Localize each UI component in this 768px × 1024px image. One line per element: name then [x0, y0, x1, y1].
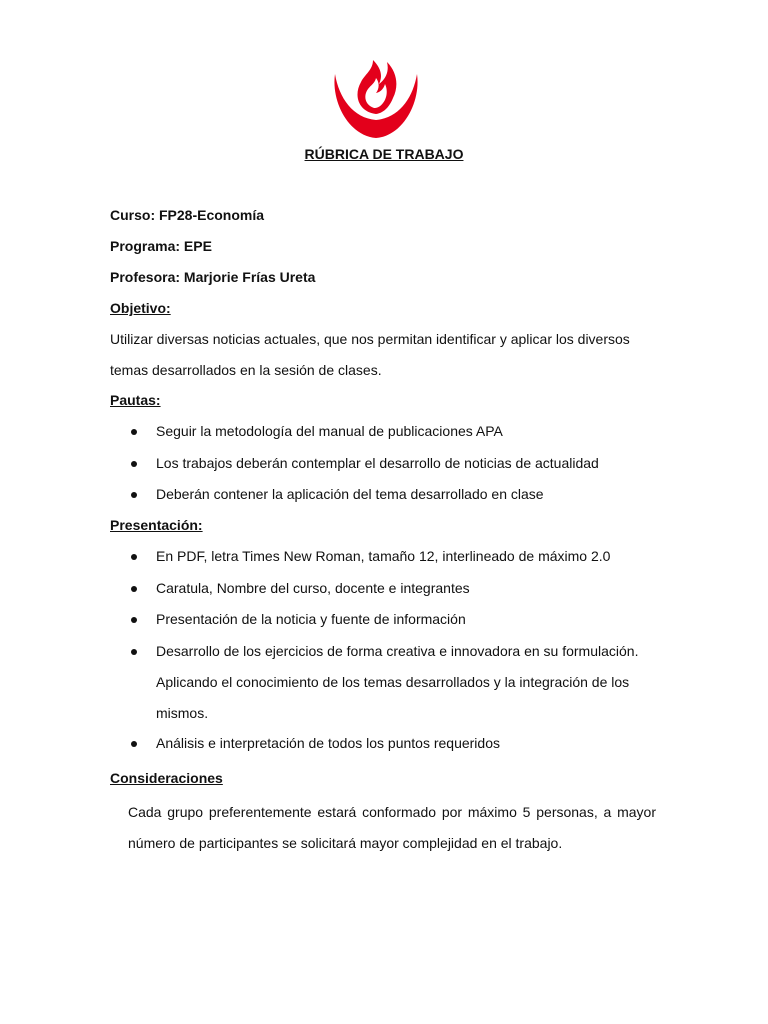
- presentacion-heading: Presentación:: [110, 517, 203, 533]
- presentacion-item-4-line-2: Aplicando el conocimiento de los temas desarrollados y la integración de los: [156, 674, 630, 690]
- bullet-icon: [131, 741, 137, 747]
- presentacion-item-3: Presentación de la noticia y fuente de información: [156, 611, 466, 627]
- bullet-icon: [131, 461, 137, 467]
- bullet-icon: [131, 429, 137, 435]
- page-title: RÚBRICA DE TRABAJO: [304, 146, 464, 162]
- bullet-icon: [131, 617, 137, 623]
- pautas-item-1: Seguir la metodología del manual de publicaciones APA: [156, 423, 503, 439]
- objetivo-text-line-1: Utilizar diversas noticias actuales, que nos permitan identificar y aplicar los diversos: [110, 331, 630, 347]
- upc-flame-logo: [329, 52, 423, 140]
- teacher-line: Profesora: Marjorie Frías Ureta: [110, 269, 316, 285]
- course-line: Curso: FP28-Economía: [110, 207, 265, 223]
- pautas-item-3: Deberán contener la aplicación del tema desarrollado en clase: [156, 486, 544, 502]
- pautas-item-2: Los trabajos deberán contemplar el desarrollo de noticias de actualidad: [156, 455, 599, 471]
- objetivo-text-line-2: temas desarrollados en la sesión de clases.: [110, 362, 382, 378]
- presentacion-item-2: Caratula, Nombre del curso, docente e integrantes: [156, 580, 470, 596]
- bullet-icon: [131, 554, 137, 560]
- bullet-icon: [131, 586, 137, 592]
- program-line: Programa: EPE: [110, 238, 212, 254]
- presentacion-item-4-line-3: mismos.: [156, 705, 209, 721]
- consideraciones-heading: Consideraciones: [110, 770, 223, 786]
- bullet-icon: [131, 492, 137, 498]
- objetivo-heading: Objetivo:: [110, 300, 171, 316]
- presentacion-item-4-line-1: Desarrollo de los ejercicios de forma creativa e innovadora en su formulación.: [156, 643, 639, 659]
- presentacion-item-1: En PDF, letra Times New Roman, tamaño 12, interlineado de máximo 2.0: [156, 548, 611, 564]
- presentacion-item-5: Análisis e interpretación de todos los puntos requeridos: [156, 735, 500, 751]
- consideraciones-text-line-1: Cada grupo preferentemente estará conformado por máximo 5 personas, a mayor: [128, 804, 656, 820]
- consideraciones-text-line-2: número de participantes se solicitará mayor complejidad en el trabajo.: [128, 835, 563, 851]
- pautas-heading: Pautas:: [110, 392, 161, 408]
- bullet-icon: [131, 649, 137, 655]
